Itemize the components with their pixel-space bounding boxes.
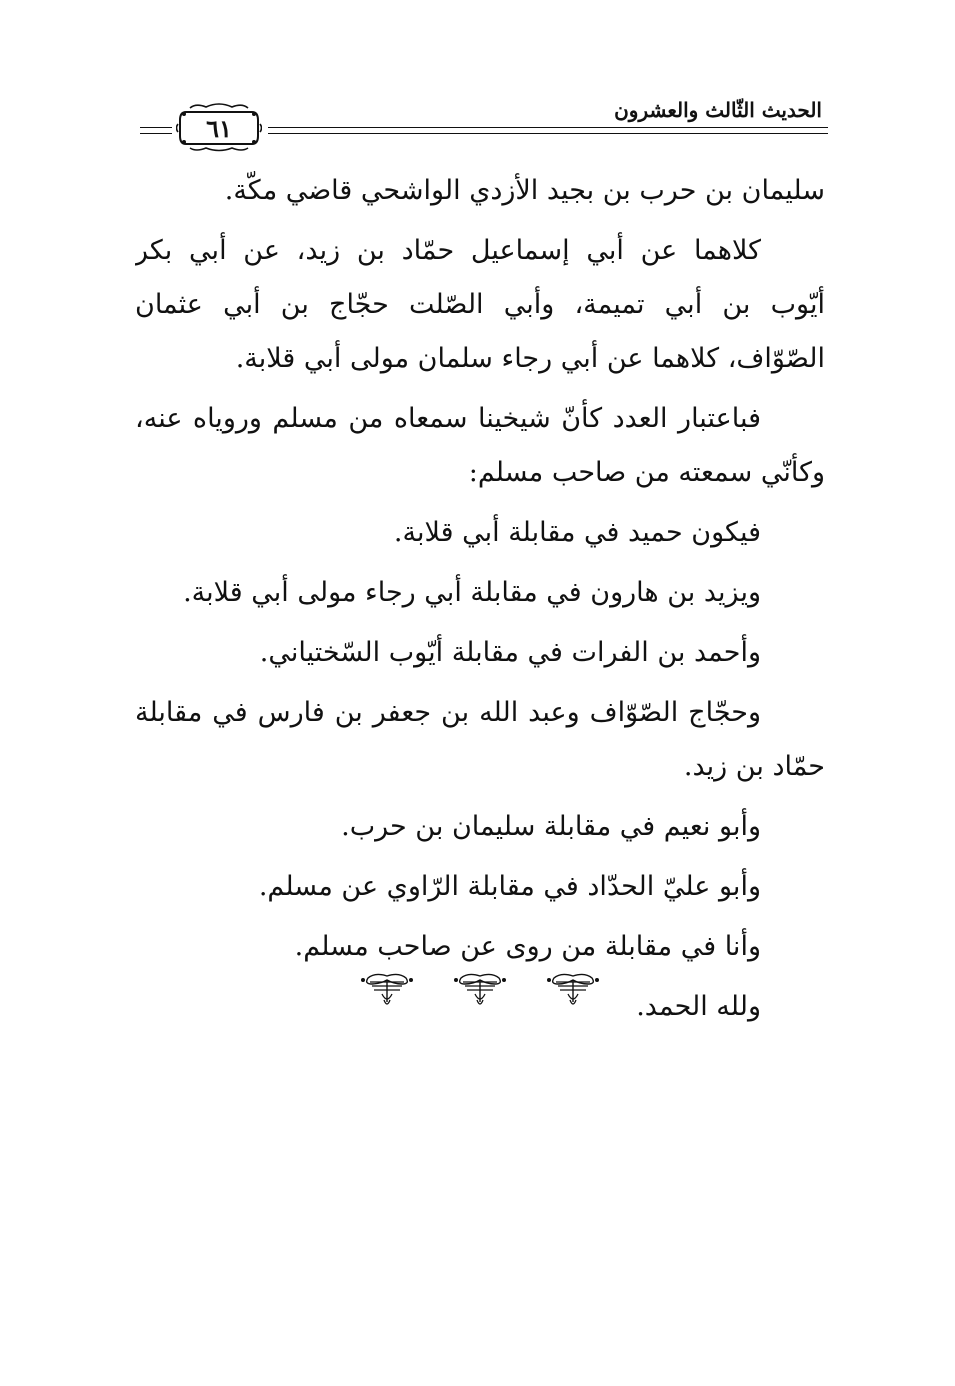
text-line: وأبو عليّ الحدّاد في مقابلة الرّاوي عن مسلم. <box>258 871 761 902</box>
running-title: الحديث الثّالث والعشرون <box>614 98 822 122</box>
page-number-frame <box>176 102 262 152</box>
header-rule <box>268 127 828 128</box>
text-line: سليمان بن حرب بن بجيد الأزدي الواشحي قاضي مكّة. <box>224 175 825 206</box>
text-line: وأحمد بن الفرات في مقابلة أيّوب السّختياني. <box>259 637 761 668</box>
body-text <box>135 164 825 1034</box>
text-line: كلاهما عن أبي إسماعيل حمّاد بن زيد، عن أبي بكر <box>135 235 761 266</box>
section-end-ornaments <box>360 970 600 1010</box>
text-line: الصّوّاف، كلاهما عن أبي رجاء سلمان مولى أبي قلابة. <box>235 343 825 374</box>
page-header <box>140 88 828 158</box>
text-line: ولله الحمد. <box>636 991 761 1022</box>
text-line: وأنا في مقابلة من روى عن صاحب مسلم. <box>294 931 761 962</box>
fleuron-ornament-icon <box>453 970 507 1010</box>
fleuron-ornament-icon <box>360 970 414 1010</box>
text-line: حمّاد بن زيد. <box>683 751 825 782</box>
text-line: ويزيد بن هارون في مقابلة أبي رجاء مولى أبي قلابة. <box>183 577 761 608</box>
header-rule <box>140 127 172 128</box>
text-line: وحجّاج الصّوّاف وعبد الله بن جعفر بن فارس في مقابلة <box>135 697 761 728</box>
text-line: فباعتبار العدد كأنّ شيخينا سمعاه من مسلم وروياه عنه، <box>135 403 761 434</box>
header-rule <box>140 133 172 134</box>
text-line: أيّوب بن أبي تميمة، وأبي الصّلت حجّاج بن أبي عثمان <box>135 289 825 320</box>
text-line: وأبو نعيم في مقابلة سليمان بن حرب. <box>341 811 761 842</box>
header-rule <box>268 133 828 134</box>
fleuron-ornament-icon <box>546 970 600 1010</box>
page-number: ٦١ <box>206 114 232 143</box>
text-line: وكأنّي سمعته من صاحب مسلم: <box>468 457 825 488</box>
text-line: فيكون حميد في مقابلة أبي قلابة. <box>393 517 761 548</box>
